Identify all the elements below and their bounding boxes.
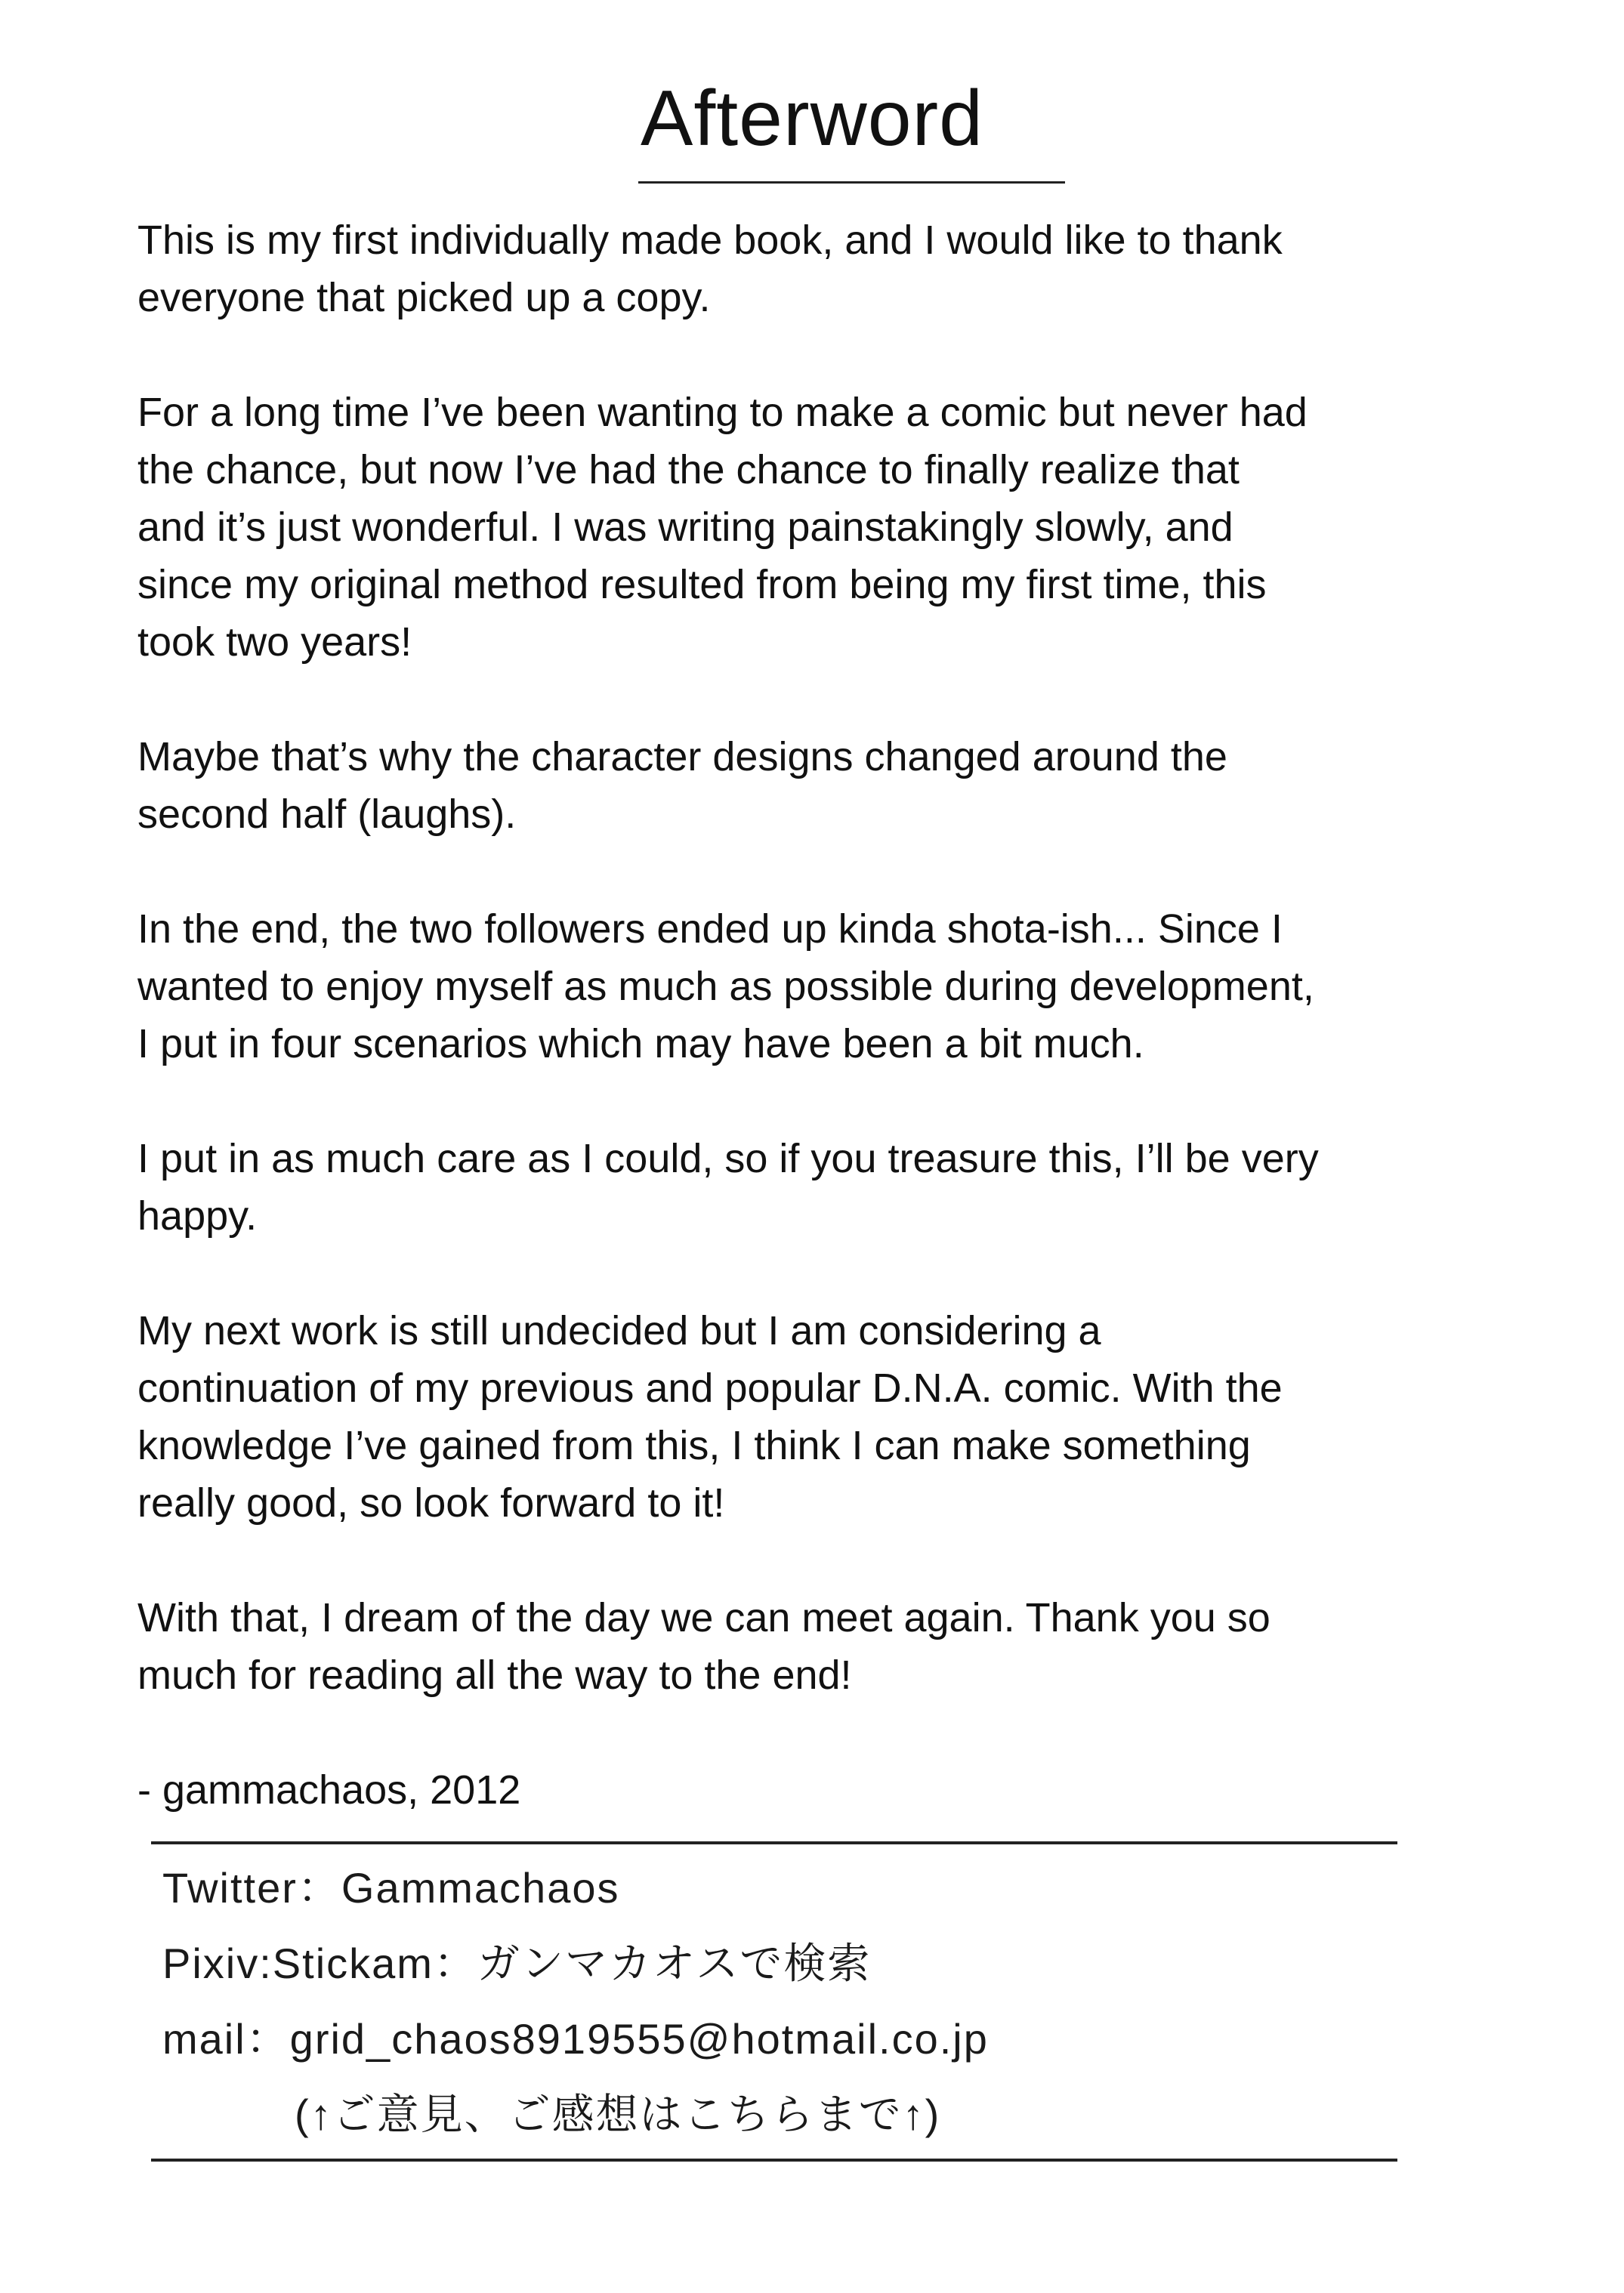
title-underline: [638, 181, 1065, 184]
text-line: continuation of my previous and popular D.N.A. comic. With the: [137, 1366, 1283, 1411]
text-line: I put in four scenarios which may have been a bit much.: [137, 1021, 1144, 1066]
text-line: the chance, but now I’ve had the chance to finally realize that: [137, 447, 1240, 492]
text-line: I put in as much care as I could, so if you treasure this, I’ll be very: [137, 1136, 1319, 1181]
email-address: mail：grid_chaos8919555@hotmail.co.jp: [162, 2015, 989, 2063]
text-line: second half (laughs).: [137, 792, 517, 837]
paragraph-care: [137, 1130, 1437, 1245]
text-line: My next work is still undecided but I am considering a: [137, 1308, 1101, 1353]
page-title: Afterword: [640, 75, 984, 162]
text-line: took two years!: [137, 619, 412, 665]
text-line: Maybe that’s why the character designs changed around the: [137, 734, 1227, 779]
text-line: For a long time I’ve been wanting to make a comic but never had: [137, 390, 1308, 435]
paragraph-closing: [137, 1589, 1437, 1704]
text-line: wanted to enjoy myself as much as possible during development,: [137, 964, 1314, 1009]
text-line: In the end, the two followers ended up kinda shota-ish... Since I: [137, 906, 1283, 952]
afterword-body: [137, 211, 1437, 1819]
contact-top-rule: [151, 1841, 1397, 1844]
text-line: really good, so look forward to it!: [137, 1480, 725, 1526]
paragraph-two-years: [137, 384, 1437, 671]
twitter-handle: Twitter：Gammachaos: [162, 1864, 620, 1912]
paragraph-thanks: [137, 211, 1437, 326]
text-line: everyone that picked up a copy.: [137, 275, 711, 320]
text-line: happy.: [137, 1193, 258, 1239]
pixiv-stickam-info: Pixiv:Stickam：ガンマカオスで検索: [162, 1940, 872, 1987]
text-line: With that, I dream of the day we can meet again. Thank you so: [137, 1595, 1270, 1640]
paragraph-next-work: [137, 1302, 1437, 1532]
text-line: much for reading all the way to the end!: [137, 1653, 852, 1698]
text-line: This is my first individually made book, and I would like to thank: [137, 218, 1283, 263]
text-line: since my original method resulted from being my first time, this: [137, 562, 1267, 607]
signature: - gammachaos, 2012: [137, 1767, 521, 1813]
text-line: knowledge I’ve gained from this, I think I can make something: [137, 1423, 1251, 1468]
contact-info: [162, 1850, 1386, 2153]
paragraph-designs: [137, 728, 1437, 843]
contact-bottom-rule: [151, 2159, 1397, 2162]
paragraph-followers: [137, 900, 1437, 1072]
feedback-note: (↑ご意見、ご感想はこちらまで↑): [295, 2091, 941, 2138]
text-line: and it’s just wonderful. I was writing painstakingly slowly, and: [137, 505, 1233, 550]
